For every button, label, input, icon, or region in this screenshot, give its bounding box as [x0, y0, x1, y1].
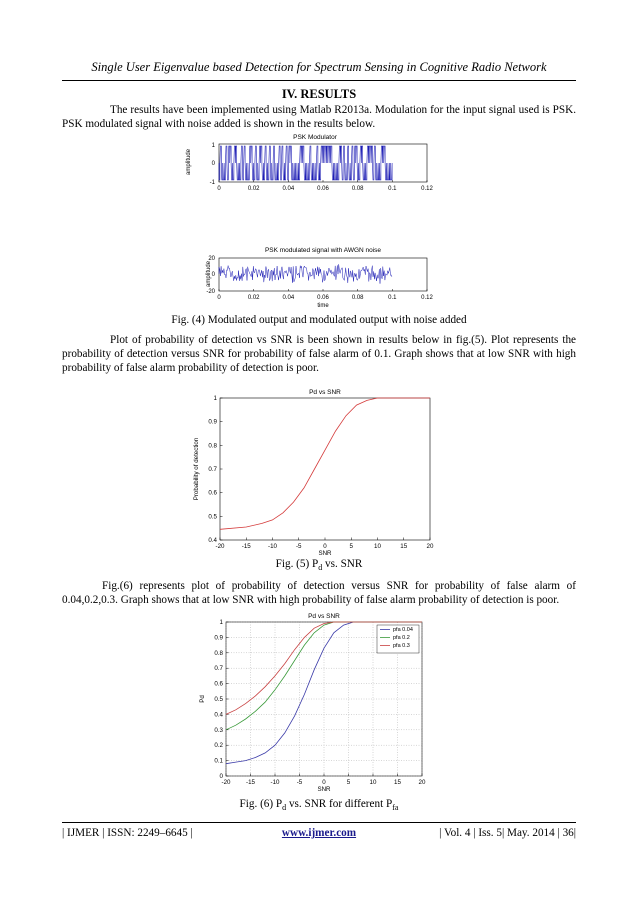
fig4-xtick-label: 0.1: [388, 186, 397, 192]
fig5-xtick-label: 0: [323, 543, 327, 550]
fig4-xtick-label: 0.04: [282, 295, 295, 301]
fig5-ytick-label: 0.8: [208, 442, 217, 450]
fig4-bottom-ytick: 20: [208, 256, 215, 262]
fig6-ylabel: Pd: [199, 695, 206, 703]
fig4-xtick-label: 0: [217, 295, 221, 301]
footer-volume: | Vol. 4 | Iss. 5| May. 2014 | 36|: [439, 827, 576, 839]
fig5-xtick-label: 20: [426, 543, 434, 550]
fig5-ytick-label: 0.9: [208, 418, 217, 426]
fig6-title: Pd vs SNR: [308, 613, 340, 620]
fig6-ytick-label: 0.2: [214, 742, 223, 750]
fig5-xtick-label: 5: [349, 543, 353, 550]
fig4-xtick-label: 0.08: [351, 295, 364, 301]
figure-6-caption-prefix: Fig. (6) P: [239, 798, 283, 810]
fig5-ytick-label: 0.6: [208, 489, 217, 497]
fig6-xtick-label: 0: [322, 779, 326, 786]
footer-journal: | IJMER | ISSN: 2249–6645 |: [62, 827, 193, 839]
fig5-axes: [220, 398, 430, 540]
fig6-ytick-label: 0.1: [214, 757, 223, 765]
fig4-xtick-label: 0.02: [247, 186, 260, 192]
figure-4-caption: Fig. (4) Modulated output and modulated output with noise added: [171, 314, 467, 326]
figure-6: [196, 610, 444, 796]
fig4-top-ytick: -1: [209, 180, 215, 186]
fig4-xtick-label: 0.02: [247, 295, 260, 301]
fig5-ytick-label: 1: [213, 395, 217, 402]
fig5-xtick-label: 10: [374, 543, 381, 550]
fig4-xtick-label: 0.12: [421, 186, 433, 192]
figure-5: [192, 388, 442, 556]
fig6-ytick-label: 0: [219, 773, 223, 780]
figure-5-caption-sub: d: [318, 563, 323, 573]
fig4-bottom-ytick: 0: [211, 272, 215, 278]
fig5-title: Pd vs SNR: [309, 389, 341, 396]
fig6-xtick-label: 20: [418, 779, 426, 786]
header-rule: [62, 80, 576, 81]
fig5-ytick-label: 0.5: [208, 513, 217, 521]
fig5-xtick-label: -10: [268, 543, 277, 550]
fig4-top-ytick: 0: [211, 161, 215, 167]
figure-6-caption-sub: d: [282, 803, 287, 813]
fig6-legend-label: pfa 0.2: [393, 635, 410, 641]
paragraph-3: [62, 579, 576, 607]
fig6-ytick-label: 0.9: [214, 634, 223, 642]
figure-5-caption: [0, 558, 638, 572]
figure-6-caption-mid: vs. SNR for different P: [286, 798, 393, 810]
fig4-top-ylabel: amplitude: [186, 148, 192, 176]
fig6-legend-label: pfa 0.04: [393, 627, 413, 633]
fig6-ytick-label: 0.7: [214, 665, 223, 673]
section-heading: [0, 87, 638, 102]
fig6-legend-label: pfa 0.3: [393, 643, 410, 649]
fig6-ytick-label: 1: [219, 619, 223, 626]
paragraph-2-text: Plot of probability of detection vs SNR is been shown in results below in fig.(5). Plot represents the probability of detection versus SNR for probability of false alarm of 0.1. Graph shows that at low SNR with high probability of false alarm probability of detection is poor.: [62, 334, 576, 374]
footer-rule: [62, 822, 576, 823]
fig4-xtick-label: 0.06: [317, 295, 329, 301]
figure-6-caption-sub2: fa: [392, 803, 399, 813]
fig5-ytick-label: 0.4: [208, 537, 217, 544]
fig4-xtick-label: 0: [217, 186, 221, 192]
figure-5-caption-prefix: Fig. (5) P: [275, 558, 319, 570]
fig4-xtick-label: 0.06: [317, 186, 329, 192]
fig4-bottom-ylabel: amplitude: [206, 260, 212, 288]
footer-website-link[interactable]: www.ijmer.com: [281, 827, 357, 839]
fig4-bottom-title: PSK modulated signal with AWGN noise: [264, 247, 382, 254]
fig5-xlabel: SNR: [318, 550, 332, 556]
fig6-ytick-label: 0.5: [214, 696, 223, 703]
fig4-bottom-ytick: -20: [206, 289, 215, 295]
paragraph-2: [62, 333, 576, 375]
paragraph-1: [62, 103, 576, 131]
fig6-xtick-label: -20: [221, 779, 231, 786]
fig5-xtick-label: -5: [295, 543, 302, 550]
section-title: RESULTS: [300, 87, 357, 101]
fig4-xtick-label: 0.1: [388, 295, 397, 301]
fig6-xtick-label: 10: [369, 779, 377, 786]
figure-6-caption: [0, 798, 638, 812]
fig6-xtick-label: -5: [296, 779, 303, 786]
fig5-xtick-label: 15: [400, 543, 408, 550]
fig5-xtick-label: -15: [241, 543, 251, 550]
paragraph-1-text: The results have been implemented using Matlab R2013a. Modulation for the input signal used is PSK. PSK modulated signal with noise added is shown in the results below.: [62, 104, 576, 130]
fig4-xtick-label: 0.04: [282, 186, 295, 192]
fig6-xtick-label: 15: [394, 779, 401, 786]
fig6-ytick-label: 0.4: [214, 711, 223, 719]
fig4-top-ytick: 1: [211, 143, 215, 149]
fig6-ytick-label: 0.3: [214, 726, 223, 734]
fig6-ytick-label: 0.6: [214, 680, 223, 688]
fig6-xtick-label: -15: [246, 779, 255, 786]
fig4-top-title: PSK Modulator: [293, 134, 337, 141]
fig4-xlabel: time: [317, 303, 329, 309]
running-head: Single User Eigenvalue based Detection for Spectrum Sensing in Cognitive Radio Network: [91, 60, 547, 74]
fig5-ytick-label: 0.7: [208, 466, 217, 473]
fig6-ytick-label: 0.8: [214, 649, 223, 657]
fig6-xtick-label: -10: [270, 779, 280, 786]
fig5-ylabel: Probability of detection: [193, 437, 200, 501]
paragraph-3-text: Fig.(6) represents plot of probability of detection versus SNR for probability of false alarm of 0.04,0.2,0.3. Graph shows that at low SNR with high probability of false alarm probability of detection is poor.: [62, 580, 576, 606]
fig5-xtick-label: -20: [215, 543, 225, 550]
fig6-xlabel: SNR: [317, 786, 331, 793]
figure-4: [180, 132, 450, 310]
fig4-xtick-label: 0.12: [421, 295, 433, 301]
fig6-xtick-label: 5: [346, 779, 351, 786]
fig4-xtick-label: 0.08: [351, 186, 364, 192]
figure-5-caption-suffix: vs. SNR: [322, 558, 363, 570]
fig4-top-axes: [219, 144, 427, 182]
section-number: IV.: [281, 87, 298, 101]
